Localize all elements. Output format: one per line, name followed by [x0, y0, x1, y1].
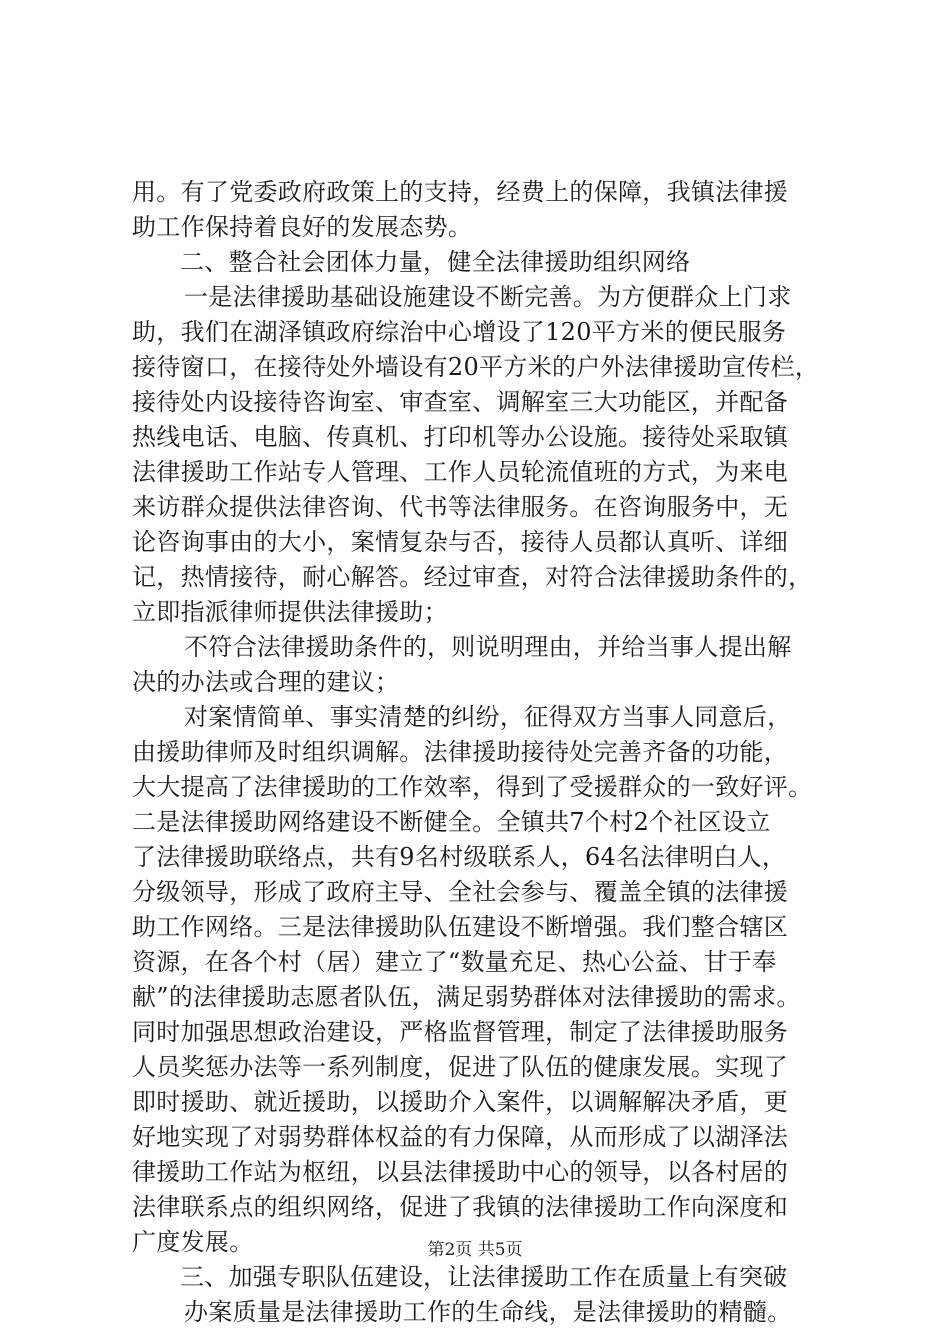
text-line: 对案情简单、事实清楚的纠纷，征得双方当事人同意后，	[184, 703, 792, 731]
text-line: 同时加强思想政治建设，严格监督管理，制定了法律援助服务	[132, 1018, 789, 1046]
text-line: 用。有了党委政府政策上的支持，经费上的保障，我镇法律援	[132, 178, 789, 206]
text-line: 助工作保持着良好的发展态势。	[132, 213, 473, 241]
text-line: 分级领导，形成了政府主导、全社会参与、覆盖全镇的法律援	[132, 878, 789, 906]
text-line: 立即指派律师提供法律援助；	[132, 598, 448, 626]
text-line: 即时援助、就近援助，以援助介入案件，以调解解决矛盾，更	[132, 1088, 789, 1116]
text-line: 接待处内设接待咨询室、审查室、调解室三大功能区，并配备	[132, 388, 789, 416]
section-heading: 三、加强专职队伍建设，让法律援助工作在质量上有突破	[180, 1263, 788, 1291]
text-line: 人员奖惩办法等一系列制度，促进了队伍的健康发展。实现了	[132, 1053, 789, 1081]
text-line: 好地实现了对弱势群体权益的有力保障，从而形成了以湖泽法	[132, 1123, 789, 1151]
text-line: 办案质量是法律援助工作的生命线，是法律援助的精髓。	[184, 1298, 792, 1326]
text-line: 热线电话、电脑、传真机、打印机等办公设施。接待处采取镇	[132, 423, 789, 451]
text-line: 由援助律师及时组织调解。法律援助接待处完善齐备的功能，	[132, 738, 789, 766]
text-line: 不符合法律援助条件的，则说明理由，并给当事人提出解	[184, 633, 792, 661]
text-line: 法律援助工作站专人管理、工作人员轮流值班的方式，为来电	[132, 458, 789, 486]
text-line: 广度发展。	[132, 1228, 254, 1256]
text-line: 法律联系点的组织网络，促进了我镇的法律援助工作向深度和	[132, 1193, 789, 1221]
text-line: 一是法律援助基础设施建设不断完善。为方便群众上门求	[184, 283, 792, 311]
text-line: 二是法律援助网络建设不断健全。全镇共7个村2个社区设立	[132, 808, 771, 836]
text-line: 资源，在各个村（居）建立了“数量充足、热心公益、甘于奉	[132, 948, 777, 976]
text-line: 大大提高了法律援助的工作效率，得到了受援群众的一致好评。	[132, 773, 813, 801]
text-line: 律援助工作站为枢纽，以县法律援助中心的领导，以各村居的	[132, 1158, 789, 1186]
section-heading: 二、整合社会团体力量，健全法律援助组织网络	[180, 248, 691, 276]
text-line: 论咨询事由的大小，案情复杂与否，接待人员都认真听、详细	[132, 528, 789, 556]
text-line: 献”的法律援助志愿者队伍，满足弱势群体对法律援助的需求。	[132, 983, 801, 1011]
text-line: 助，我们在湖泽镇政府综治中心增设了120平方米的便民服务	[132, 318, 787, 346]
text-line: 来访群众提供法律咨询、代书等法律服务。在咨询服务中，无	[132, 493, 789, 521]
text-line: 决的办法或合理的建议；	[132, 668, 400, 696]
text-line: 接待窗口，在接待处外墙设有20平方米的户外法律援助宣传栏，	[132, 353, 820, 381]
document-body	[132, 175, 832, 1330]
text-line: 记，热情接待，耐心解答。经过审查，对符合法律援助条件的，	[132, 563, 813, 591]
page-number-footer: 第2页 共5页	[427, 1240, 523, 1260]
text-line: 助工作网络。三是法律援助队伍建设不断增强。我们整合辖区	[132, 913, 789, 941]
text-line: 了法律援助联络点，共有9名村级联系人，64名法律明白人，	[132, 843, 787, 871]
